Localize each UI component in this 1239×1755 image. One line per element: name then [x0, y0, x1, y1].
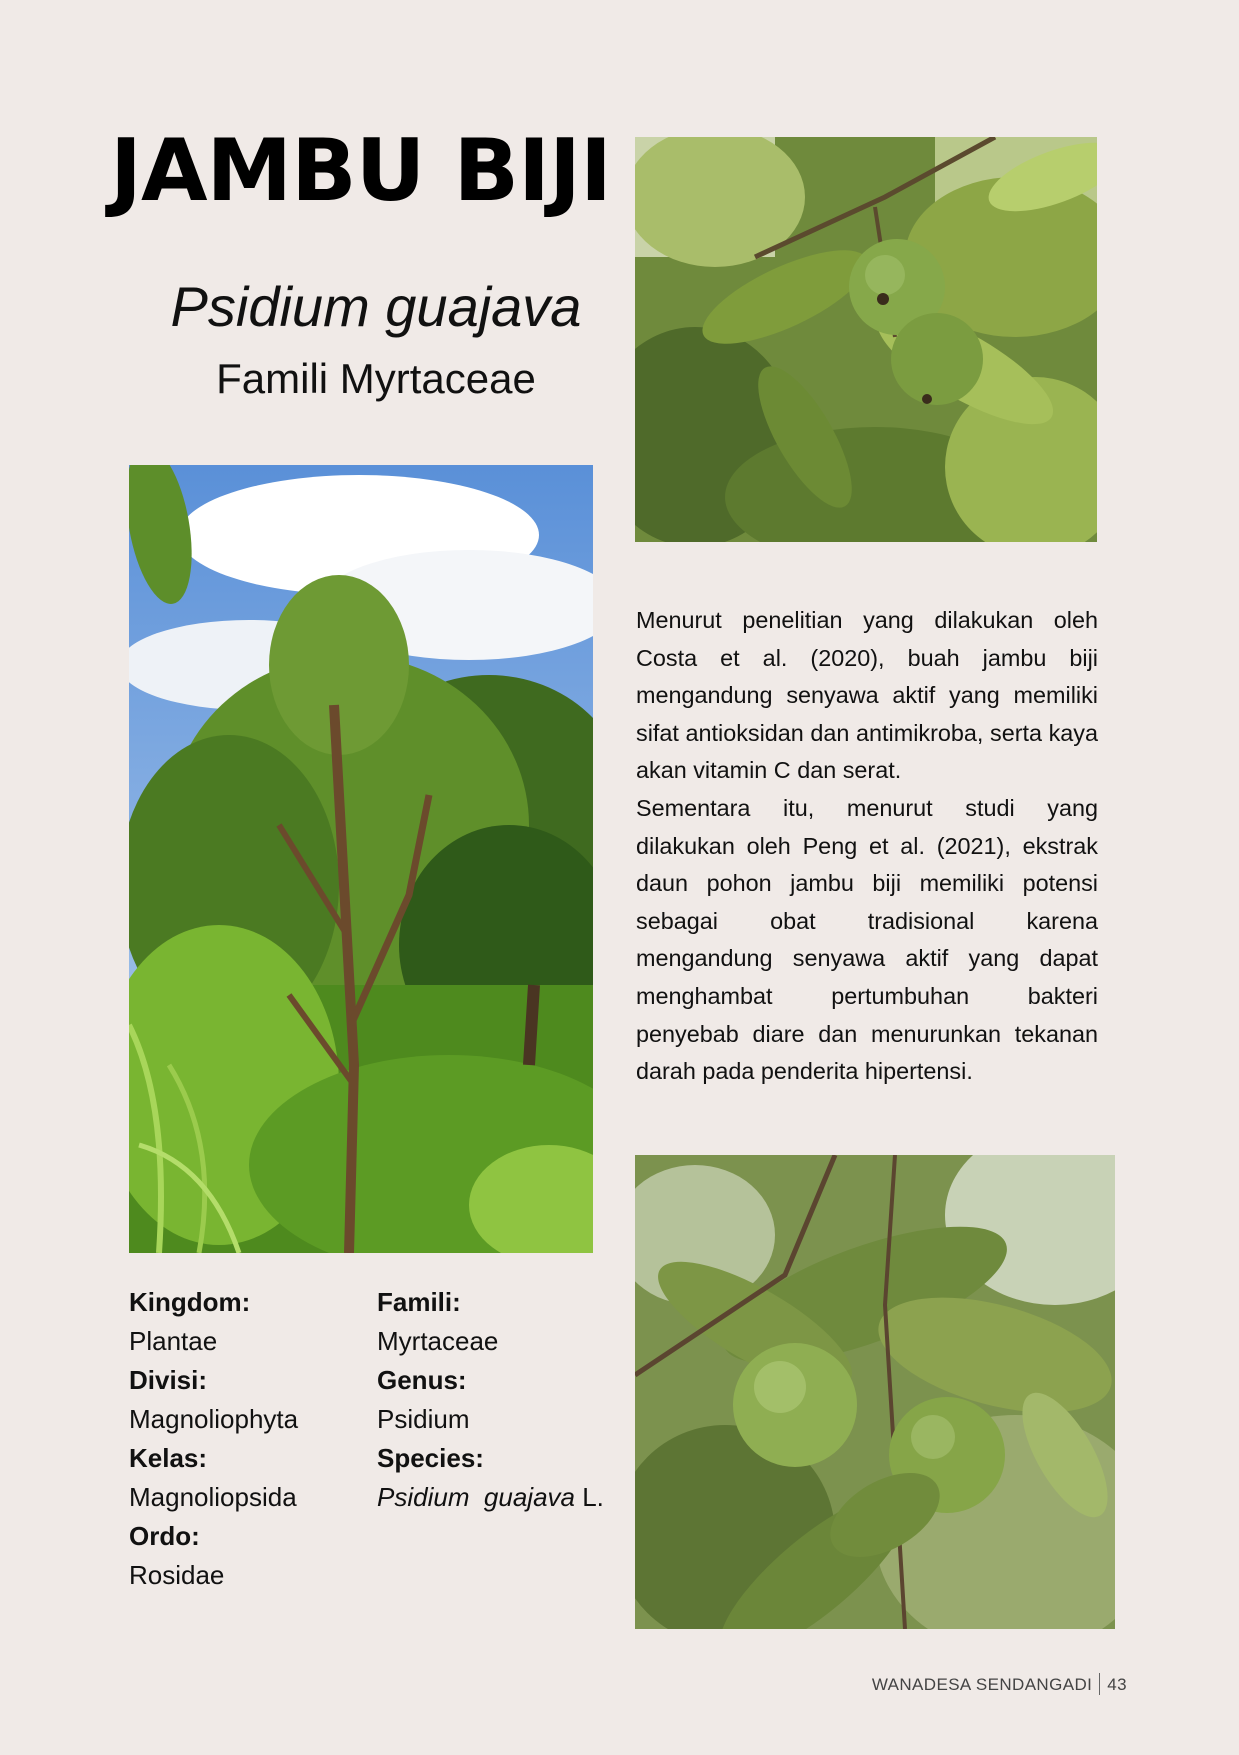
page-title: JAMBU BIJI	[110, 121, 612, 221]
guava-closeup-photo	[635, 1155, 1115, 1629]
page-footer	[872, 1673, 1127, 1695]
taxonomy-right	[377, 1283, 604, 1517]
description-paragraph-1: Menurut penelitian yang dilakukan oleh Costa et al. (2020), buah jambu biji mengandung senyawa aktif yang memiliki sifat antioksidan dan antimikroba, serta kaya akan vitamin C dan serat.	[636, 607, 1098, 784]
famili-label: Famili:	[377, 1287, 461, 1317]
kelas-label: Kelas:	[129, 1443, 208, 1473]
kingdom-label: Kingdom:	[129, 1287, 251, 1317]
species-label: Species:	[377, 1443, 484, 1473]
family-name: Famili Myrtaceae	[216, 355, 536, 402]
scientific-name: Psidium guajava	[170, 275, 582, 338]
genus-value: Psidium	[377, 1404, 470, 1434]
page-number: 43	[1107, 1675, 1127, 1694]
species-author: L.	[575, 1482, 604, 1512]
species-name-italic: Psidium guajava	[377, 1482, 575, 1512]
description-paragraph-2: Sementara itu, menurut studi yang dilakukan oleh Peng et al. (2021), ekstrak daun pohon jambu biji memiliki potensi sebagai obat tradisional karena mengandung senyawa aktif yang dapat menghambat pertumbuhan bakteri penyebab diare dan menurunkan tekanan darah pada penderita hipertensi.	[636, 794, 1098, 1085]
kelas-value: Magnoliopsida	[129, 1482, 297, 1512]
taxonomy-left	[129, 1283, 298, 1595]
divisi-value: Magnoliophyta	[129, 1404, 299, 1434]
species-value	[377, 1478, 604, 1517]
famili-value: Myrtaceae	[377, 1326, 499, 1356]
footer-divider	[1099, 1673, 1100, 1695]
genus-label: Genus:	[377, 1365, 467, 1395]
guava-tree-photo	[129, 465, 593, 1253]
divisi-label: Divisi:	[129, 1365, 208, 1395]
ordo-label: Ordo:	[129, 1521, 200, 1551]
kingdom-value: Plantae	[129, 1326, 218, 1356]
publication-name: WANADESA SENDANGADI	[871, 1675, 1093, 1694]
description	[636, 602, 1098, 1091]
ordo-value: Rosidae	[129, 1560, 225, 1590]
guava-fruit-photo	[635, 137, 1097, 542]
